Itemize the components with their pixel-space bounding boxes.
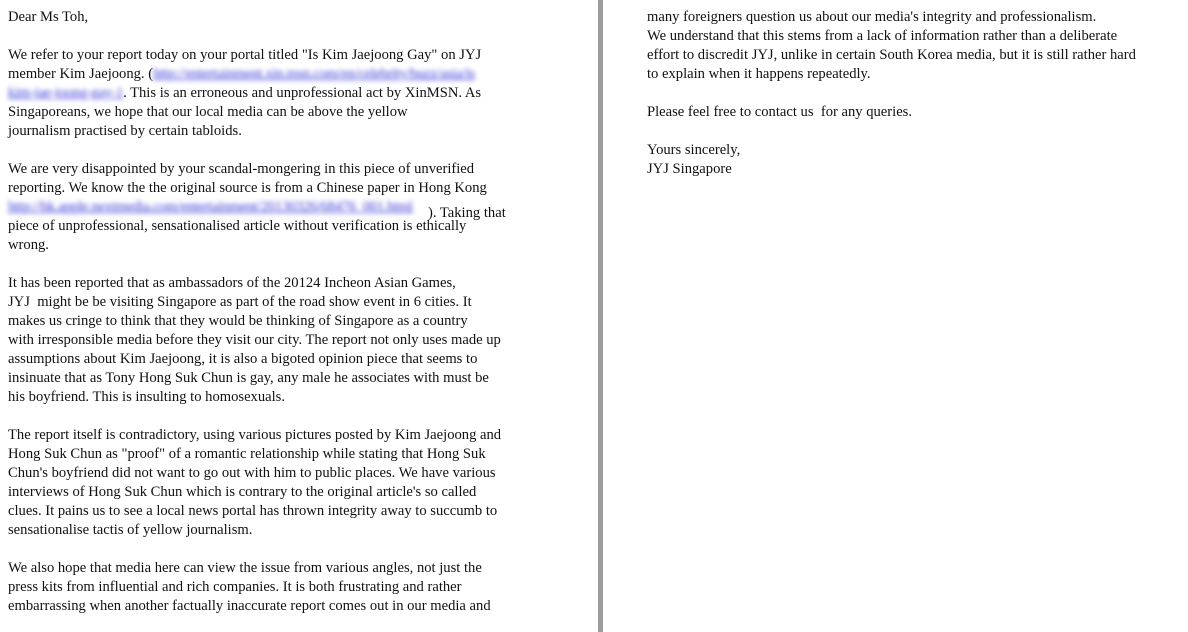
paragraph-line: piece of unprofessional, sensationalised article without verification is ethically (8, 218, 467, 234)
paragraph-line: journalism practised by certain tabloids. (8, 123, 242, 139)
paragraph-line: wrong. (8, 237, 49, 253)
letter-page-right (604, 0, 1188, 632)
paragraph-line: Chun's boyfriend did not want to go out with him to public places. We have various (8, 465, 496, 481)
paragraph-line: We also hope that media here can view the issue from various angles, not just the (8, 560, 482, 576)
paragraph-line: interviews of Hong Suk Chun which is contrary to the original article's so called (8, 484, 477, 500)
paragraph-line: insinuate that as Tony Hong Suk Chun is gay, any male he associates with must be (8, 370, 489, 386)
paragraph-line: We are very disappointed by your scandal-mongering in this piece of unverified (8, 161, 475, 177)
paragraph-line: press kits from influential and rich companies. It is both frustrating and rather (8, 579, 462, 595)
paragraph-line: many foreigners question us about our media's integrity and professionalism. (647, 9, 1097, 25)
paragraph-line (8, 65, 475, 84)
paragraph-line: effort to discredit JYJ, unlike in certain South Korea media, but it is still rather hard (647, 47, 1136, 63)
paragraph-line: Hong Suk Chun as "proof" of a romantic relationship while stating that Hong Suk (8, 446, 486, 462)
paragraph-line: It has been reported that as ambassadors of the 20124 Incheon Asian Games, (8, 275, 456, 291)
paragraph-line: We understand that this stems from a lack of information rather than a deliberate (647, 28, 1118, 44)
paragraph-line: Please feel free to contact us for any queries. (647, 104, 913, 120)
paragraph-line: to explain when it happens repeatedly. (647, 66, 871, 82)
paragraph-line: with irresponsible media before they visit our city. The report not only uses made up (8, 332, 501, 348)
paragraph-line: sensationalise tactis of yellow journalism. (8, 522, 253, 538)
paragraph-line: The report itself is contradictory, using various pictures posted by Kim Jaejoong and (8, 427, 502, 443)
signature: JYJ Singapore (647, 161, 732, 177)
text-run: ). Taking that (428, 205, 506, 221)
paragraph-line: Singaporeans, we hope that our local media can be above the yellow (8, 104, 408, 120)
paragraph-line: makes us cringe to think that they would be thinking of Singapore as a country (8, 313, 468, 329)
paragraph-line: assumptions about Kim Jaejoong, it is also a bigoted opinion piece that seems to (8, 351, 478, 367)
closing: Yours sincerely, (647, 142, 741, 158)
paragraph-line: reporting. We know the the original source is from a Chinese paper in Hong Kong (8, 180, 487, 196)
paragraph-line: We refer to your report today on your portal titled "Is Kim Jaejoong Gay" on JYJ (8, 47, 482, 63)
salutation: Dear Ms Toh, (8, 9, 89, 25)
paragraph-line (8, 84, 481, 103)
paragraph-line: embarrassing when another factually inaccurate report comes out in our media and (8, 598, 491, 614)
page-divider (598, 0, 603, 632)
redacted-link[interactable]: kim-jae-joong-gay-1 (8, 85, 124, 101)
paragraph-line: clues. It pains us to see a local news portal has thrown integrity away to succumb to (8, 503, 498, 519)
paragraph-line: JYJ might be be visiting Singapore as part of the road show event in 6 cities. It (8, 294, 472, 310)
text-run: member Kim Jaejoong. ( (8, 66, 154, 82)
redacted-link[interactable]: http://hk.apple.nextmedia.com/entertainment/20130326/68476_001.html (8, 199, 413, 215)
text-run: . This is an erroneous and unprofessional act by XinMSN. As (123, 85, 482, 101)
paragraph-line: his boyfriend. This is insulting to homosexuals. (8, 389, 286, 405)
redacted-link[interactable]: http://entertainment.xin.msn.com/en/celebrity/buzz/asia/is (153, 66, 475, 82)
